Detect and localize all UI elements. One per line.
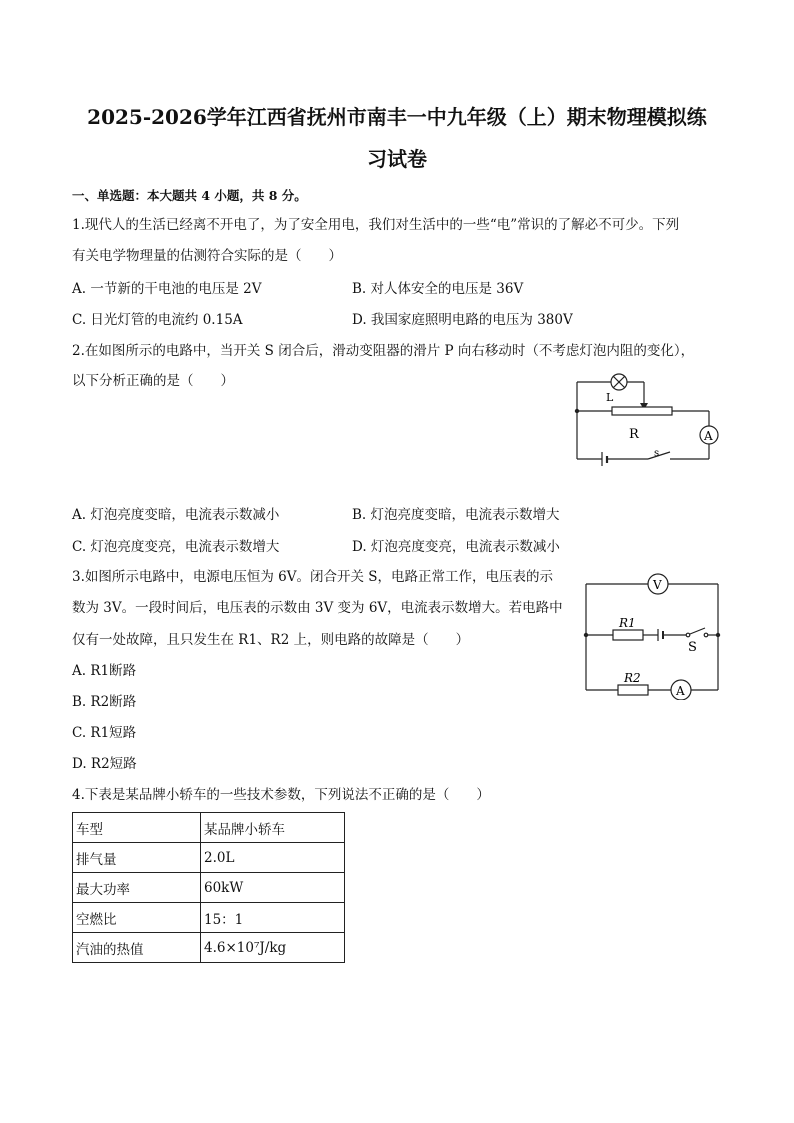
q3-r1-label: R1 <box>619 616 636 630</box>
q1-stem-line2: 有关电学物理量的估测符合实际的是（ ） <box>72 248 342 264</box>
q2-option-d: D. 灯泡亮度变亮，电流表示数减小 <box>352 539 560 555</box>
q4-stem-line1: 4.下表是某品牌小轿车的一些技术参数，下列说法不正确的是（ ） <box>72 787 490 803</box>
q2-ammeter-label: A <box>704 429 713 443</box>
q3-switch-label: S <box>688 640 697 655</box>
table-cell: 15：1 <box>201 903 345 933</box>
table-cell: 车型 <box>73 813 201 843</box>
q2-stem-line1: 2.在如图所示的电路中，当开关 S 闭合后，滑动变阻器的滑片 P 向右移动时（不考虑灯泡内阻的变化）， <box>72 343 695 359</box>
section-heading: 一、单选题：本大题共 4 小题，共 8 分。 <box>72 188 307 203</box>
q3-option-a: A. R1断路 <box>72 663 137 679</box>
q2-stem-line2: 以下分析正确的是（ ） <box>72 373 234 389</box>
q3-voltmeter-label: V <box>653 578 662 592</box>
table-cell: 最大功率 <box>73 873 201 903</box>
q1-option-c: C. 日光灯管的电流约 0.15A <box>72 312 243 328</box>
q2-option-c: C. 灯泡亮度变亮，电流表示数增大 <box>72 539 280 555</box>
table-cell: 空燃比 <box>73 903 201 933</box>
q3-option-b: B. R2断路 <box>72 694 137 710</box>
q2-lamp-label: L <box>606 391 614 404</box>
q3-circuit-diagram <box>578 570 728 700</box>
q2-option-a: A. 灯泡亮度变暗，电流表示数减小 <box>72 507 280 523</box>
q2-switch-label: s <box>654 448 660 459</box>
q2-resistor-label: R <box>629 427 639 442</box>
table-row <box>73 813 345 843</box>
exam-title-line2: 习试卷 <box>367 147 427 171</box>
q1-option-a: A. 一节新的干电池的电压是 2V <box>72 281 262 297</box>
q1-option-b: B. 对人体安全的电压是 36V <box>352 281 524 297</box>
table-cell: 某品牌小轿车 <box>201 813 345 843</box>
table-cell: 汽油的热值 <box>73 933 201 963</box>
table-cell: 排气量 <box>73 843 201 873</box>
table-cell: 2.0L <box>201 843 345 873</box>
q1-option-d: D. 我国家庭照明电路的电压为 380V <box>352 312 573 328</box>
table-row <box>73 933 345 963</box>
q1-stem-line1: 1.现代人的生活已经离不开电了，为了安全用电，我们对生活中的一些“电”常识的了解必不可少。下列 <box>72 217 680 233</box>
q3-ammeter-label: A <box>676 684 685 698</box>
table-cell: 60kW <box>201 873 345 903</box>
q2-circuit-diagram <box>566 370 726 470</box>
q3-stem-line2: 数为 3V。一段时间后，电压表的示数由 3V 变为 6V，电流表示数增大。若电路中 <box>72 600 563 616</box>
q3-option-c: C. R1短路 <box>72 725 137 741</box>
q3-stem-line1: 3.如图所示电路中，电源电压恒为 6V。闭合开关 S，电路正常工作，电压表的示 <box>72 569 554 585</box>
car-spec-table <box>72 812 345 963</box>
table-row <box>73 843 345 873</box>
q3-r2-label: R2 <box>624 671 641 685</box>
q3-stem-line3: 仅有一处故障，且只发生在 R1、R2 上，则电路的故障是（ ） <box>72 632 470 648</box>
table-cell: 4.6×10⁷J/kg <box>201 933 345 963</box>
q3-option-d: D. R2短路 <box>72 756 137 772</box>
exam-title-line1: 2025-2026学年江西省抚州市南丰一中九年级（上）期末物理模拟练 <box>87 105 707 129</box>
table-row <box>73 903 345 933</box>
q2-option-b: B. 灯泡亮度变暗，电流表示数增大 <box>352 507 560 523</box>
table-row <box>73 873 345 903</box>
